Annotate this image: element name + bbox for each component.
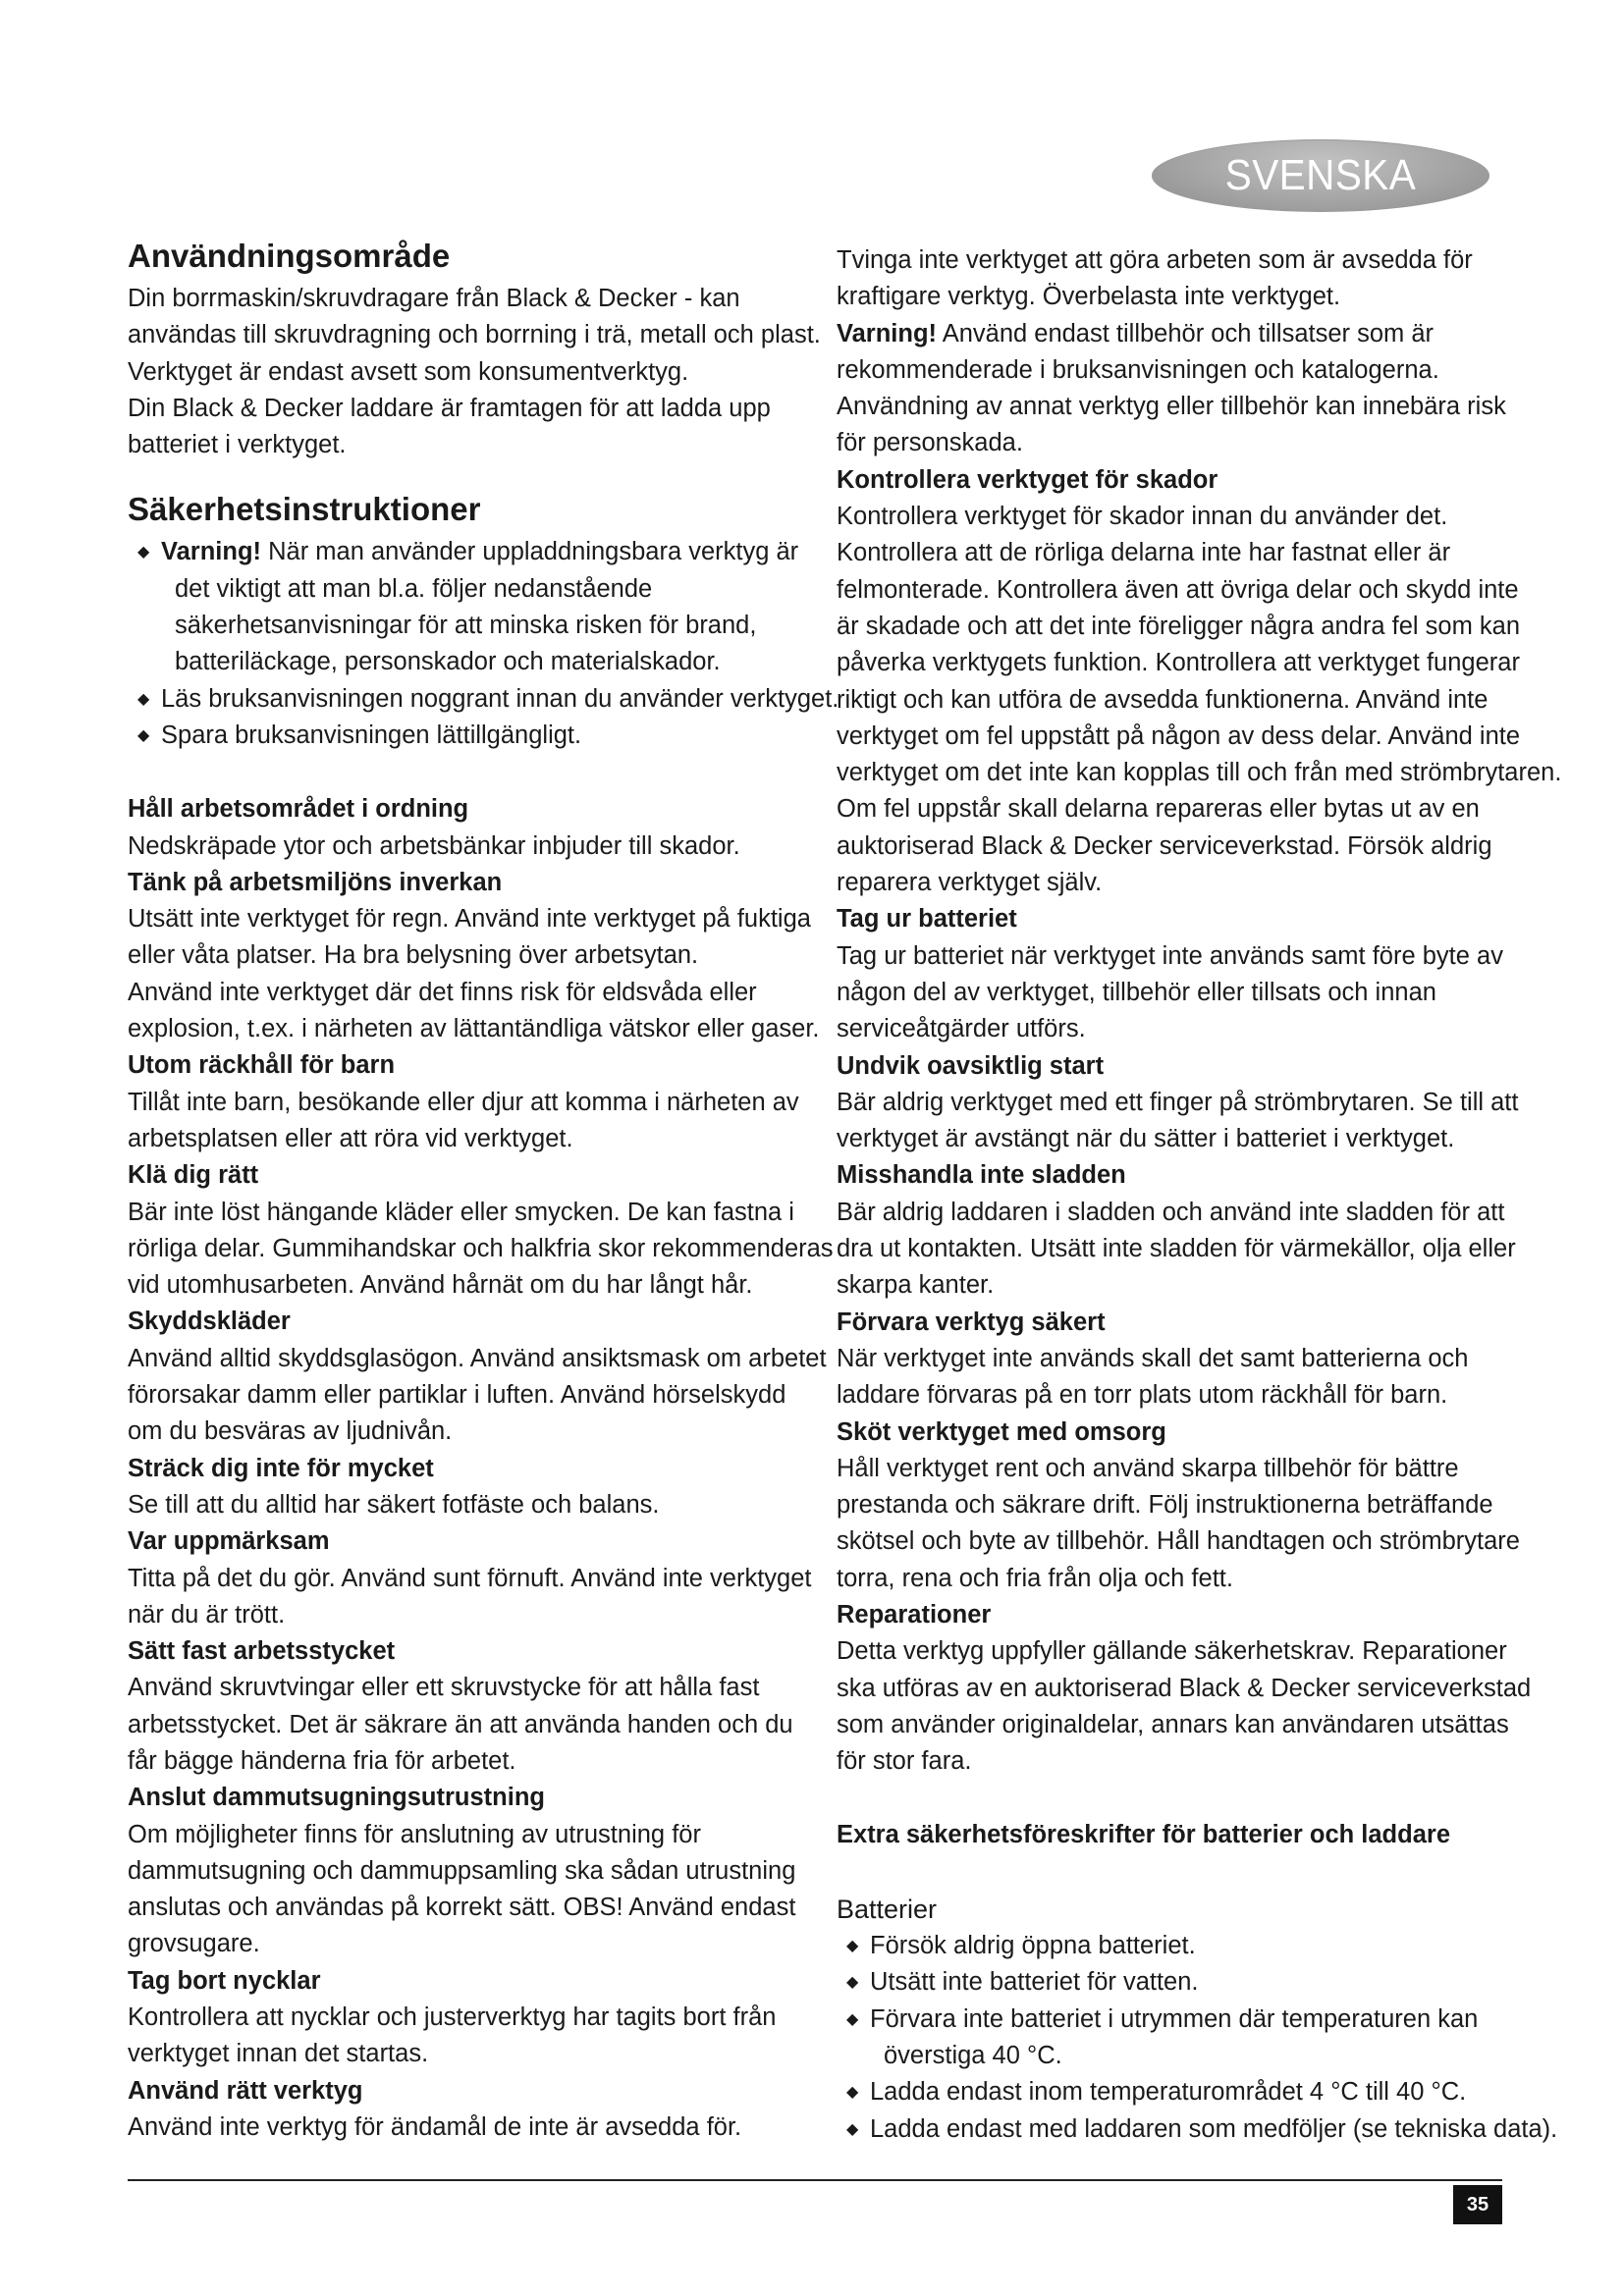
battery-bullet <box>837 2074 1514 2110</box>
left-sections <box>128 791 834 2146</box>
bullet-diamond-icon: ◆ <box>846 1938 859 1955</box>
section-line: verktyget är avstängt när du sätter i batteriet i verktyget. <box>837 1125 1455 1153</box>
section-line: Tillåt inte barn, besökande eller djur att komma i närheten av <box>128 1088 799 1116</box>
usage-line: användas till skruvdragning och borrning i trä, metall och plast. <box>128 321 821 349</box>
battery-bullet <box>837 2111 1558 2148</box>
warning-label: Varning! <box>161 538 262 566</box>
bullet-diamond-icon: ◆ <box>137 726 150 744</box>
warning-line <box>837 316 1514 352</box>
batteries-heading: Batterier <box>837 1894 938 1924</box>
section-heading: Var uppmärksam <box>128 1527 330 1556</box>
section-line: prestanda och säkrare drift. Följ instruktionerna beträffande <box>837 1491 1493 1520</box>
safety-title: Säkerhetsinstruktioner <box>128 491 481 528</box>
section-heading: Förvara verktyg säkert <box>837 1308 1106 1336</box>
section-line: ska utföras av en auktoriserad Black & Decker serviceverkstad <box>837 1674 1532 1702</box>
battery-bullets <box>837 1928 1558 2148</box>
section-heading: Håll arbetsområdet i ordning <box>128 795 469 824</box>
warning-line: för personskada. <box>837 429 1023 457</box>
section-line: verktyget innan det startas. <box>128 2040 429 2068</box>
left-column <box>128 236 839 2146</box>
section-line: Använd inte verktyget där det finns risk för eldsvåda eller <box>128 978 757 1006</box>
battery-bullet <box>837 1928 1514 1964</box>
usage-line: Din borrmaskin/skruvdragare från Black & Decker - kan <box>128 285 740 312</box>
bullet-text: Spara bruksanvisningen lättillgängligt. <box>161 721 582 749</box>
battery-bullet <box>837 2002 1514 2075</box>
section-line: riktigt och kan utföra de avsedda funktionerna. Använd inte <box>837 685 1489 714</box>
bullet-diamond-icon: ◆ <box>137 544 150 561</box>
section-line: Bär aldrig verktyget med ett finger på strömbrytaren. Se till att <box>837 1088 1519 1116</box>
section-line: Om fel uppstår skall delarna repareras eller bytas ut av en <box>837 795 1480 824</box>
section-line: arbetsstycket. Det är säkrare än att använda handen och du <box>128 1710 793 1738</box>
bullet-text: Ladda endast med laddaren som medföljer (se tekniska data). <box>870 2114 1558 2143</box>
warning-cont: batteriläckage, personskador och materialskador. <box>175 648 721 676</box>
bullet-diamond-icon: ◆ <box>137 690 150 708</box>
section-line: torra, rena och fria från olja och fett. <box>837 1564 1233 1592</box>
bullet-diamond-icon: ◆ <box>846 2010 859 2028</box>
section-line: skötsel och byte av tillbehör. Håll handtagen och strömbrytare <box>837 1527 1520 1556</box>
section-line: får bägge händerna fria för arbetet. <box>128 1746 516 1775</box>
section-line: Utsätt inte verktyget för regn. Använd inte verktyget på fuktiga <box>128 905 811 934</box>
usage-line: Verktyget är endast avsett som konsumentverktyg. <box>128 357 689 386</box>
section-line: dra ut kontakten. Utsätt inte sladden för värmekällor, olja eller <box>837 1235 1516 1263</box>
section-line: grovsugare. <box>128 1930 260 1958</box>
warning-cont: det viktigt att man bl.a. följer nedanstående <box>175 574 653 603</box>
section-line: för stor fara. <box>837 1747 972 1776</box>
bullet-diamond-icon: ◆ <box>846 2120 859 2138</box>
safety-bullet-warning <box>128 534 805 680</box>
section-line: är skadade och att det inte föreligger några andra fel som kan <box>837 612 1521 640</box>
section-line: om du besväras av ljudnivån. <box>128 1417 453 1446</box>
section-line: dammutsugning och dammuppsamling ska sådan utrustning <box>128 1856 796 1885</box>
section-line: Detta verktyg uppfyller gällande säkerhetskrav. Reparationer <box>837 1637 1507 1666</box>
bullet-diamond-icon: ◆ <box>846 2084 859 2102</box>
section-heading: Utom räckhåll för barn <box>128 1051 396 1080</box>
usage-title: Användningsområde <box>128 238 451 274</box>
bullet-text: Utsätt inte batteriet för vatten. <box>870 1968 1199 1997</box>
extra-safety-heading: Extra säkerhetsföreskrifter för batterier och laddare <box>837 1821 1450 1849</box>
section-heading: Klä dig rätt <box>128 1161 259 1190</box>
right-column <box>837 242 1562 2148</box>
section-heading: Skyddskläder <box>128 1308 291 1336</box>
usage-line: batteriet i verktyget. <box>128 431 347 459</box>
bullet-text: Ladda endast inom temperaturområdet 4 °C till 40 °C. <box>870 2078 1467 2107</box>
section-line: Kontrollera verktyget för skador innan du använder det. <box>837 503 1448 531</box>
section-line: Bär aldrig laddaren i sladden och använd inte sladden för att <box>837 1198 1505 1226</box>
section-line: rörliga delar. Gummihandskar och halkfria skor rekommenderas <box>128 1234 834 1262</box>
warning-cont: säkerhetsanvisningar för att minska risken för brand, <box>175 612 757 640</box>
section-heading: Tänk på arbetsmiljöns inverkan <box>128 868 503 896</box>
footer-rule <box>128 2179 1502 2181</box>
section-heading: Tag ur batteriet <box>837 905 1017 934</box>
section-line: Titta på det du gör. Använd sunt förnuft. Använd inte verktyget <box>128 1564 812 1592</box>
section-line: verktyget om fel uppstått på någon av dess delar. Använd inte <box>837 721 1521 750</box>
section-line: serviceåtgärder utförs. <box>837 1015 1086 1043</box>
warning-label: Varning! <box>837 319 938 347</box>
section-heading: Sätt fast arbetsstycket <box>128 1637 396 1666</box>
section-line: Använd skruvtvingar eller ett skruvstycke för att hålla fast <box>128 1674 760 1702</box>
section-heading: Misshandla inte sladden <box>837 1161 1126 1190</box>
section-line: anslutas och användas på korrekt sätt. OBS! Använd endast <box>128 1894 796 1922</box>
warning-text: Använd endast tillbehör och tillsatser som är <box>937 319 1435 347</box>
section-line: skarpa kanter. <box>837 1271 995 1300</box>
section-heading: Undvik oavsiktlig start <box>837 1051 1105 1080</box>
section-line: När verktyget inte används skall det samt batterierna och <box>837 1344 1469 1372</box>
section-line: Använd alltid skyddsglasögon. Använd ansiktsmask om arbetet <box>128 1344 827 1372</box>
usage-line: Din Black & Decker laddare är framtagen för att ladda upp <box>128 394 771 422</box>
section-line: förorsakar damm eller partiklar i luften. Använd hörselskydd <box>128 1381 786 1410</box>
bullet-text: Förvara inte batteriet i utrymmen där temperaturen kan <box>870 2004 1479 2033</box>
bullet-text: Försök aldrig öppna batteriet. <box>870 1932 1196 1960</box>
safety-bullet <box>128 681 839 718</box>
battery-bullet <box>837 1964 1514 2001</box>
section-line: Tag ur batteriet när verktyget inte används samt före byte av <box>837 941 1503 970</box>
intro-line: kraftigare verktyg. Överbelasta inte verktyget. <box>837 283 1341 311</box>
section-line: Se till att du alltid har säkert fotfäste och balans. <box>128 1490 660 1519</box>
section-line: Håll verktyget rent och använd skarpa tillbehör för bättre <box>837 1454 1459 1482</box>
section-line: eller våta platser. Ha bra belysning över arbetsytan. <box>128 941 699 970</box>
intro-line: Tvinga inte verktyget att göra arbeten som är avsedda för <box>837 246 1473 274</box>
section-line: påverka verktygets funktion. Kontrollera att verktyget fungerar <box>837 649 1520 677</box>
section-heading: Sköt verktyget med omsorg <box>837 1417 1166 1446</box>
section-line: när du är trött. <box>128 1600 286 1629</box>
bullet-text: Läs bruksanvisningen noggrant innan du använder verktyget. <box>161 684 839 713</box>
language-tab: SVENSKA <box>1152 139 1489 212</box>
safety-bullet <box>128 718 805 754</box>
section-line: Bär inte löst hängande kläder eller smycken. De kan fastna i <box>128 1198 794 1226</box>
section-line: Kontrollera att nycklar och justerverktyg har tagits bort från <box>128 2003 777 2032</box>
section-line: auktoriserad Black & Decker serviceverkstad. Försök aldrig <box>837 831 1492 860</box>
section-line: reparera verktyget själv. <box>837 869 1103 897</box>
section-heading: Använd rätt verktyg <box>128 2076 363 2105</box>
section-line: Använd inte verktyg för ändamål de inte är avsedda för. <box>128 2112 742 2141</box>
section-line: som använder originaldelar, annars kan användaren utsättas <box>837 1710 1509 1738</box>
warning-line: Användning av annat verktyg eller tillbehör kan innebära risk <box>837 393 1506 421</box>
warning-line: rekommenderade i bruksanvisningen och katalogerna. <box>837 355 1439 384</box>
right-sections <box>837 462 1562 1781</box>
page-number: 35 <box>1453 2185 1502 2224</box>
section-line: arbetsplatsen eller att röra vid verktyget. <box>128 1124 573 1152</box>
section-heading: Tag bort nycklar <box>128 1966 321 1995</box>
section-line: Kontrollera att de rörliga delarna inte har fastnat eller är <box>837 539 1451 567</box>
bullet-cont: överstiga 40 °C. <box>884 2041 1062 2069</box>
section-line: explosion, t.ex. i närheten av lättantändliga vätskor eller gaser. <box>128 1015 820 1043</box>
section-heading: Reparationer <box>837 1600 992 1629</box>
section-line: laddare förvaras på en torr plats utom räckhåll för barn. <box>837 1381 1448 1410</box>
section-heading: Sträck dig inte för mycket <box>128 1454 434 1482</box>
section-line: verktyget om det inte kan kopplas till och från med strömbrytaren. <box>837 759 1562 787</box>
section-heading: Anslut dammutsugningsutrustning <box>128 1784 545 1812</box>
section-line: felmonterade. Kontrollera även att övriga delar och skydd inte <box>837 575 1519 604</box>
warning-text: När man använder uppladdningsbara verktyg är <box>261 538 799 566</box>
bullet-diamond-icon: ◆ <box>846 1974 859 1992</box>
section-line: vid utomhusarbeten. Använd hårnät om du har långt hår. <box>128 1271 753 1300</box>
section-line: Nedskräpade ytor och arbetsbänkar inbjuder till skador. <box>128 831 740 860</box>
section-heading: Kontrollera verktyget för skador <box>837 465 1218 494</box>
section-line: någon del av verktyget, tillbehör eller tillsats och innan <box>837 978 1436 1006</box>
section-line: Om möjligheter finns för anslutning av utrustning för <box>128 1820 701 1848</box>
